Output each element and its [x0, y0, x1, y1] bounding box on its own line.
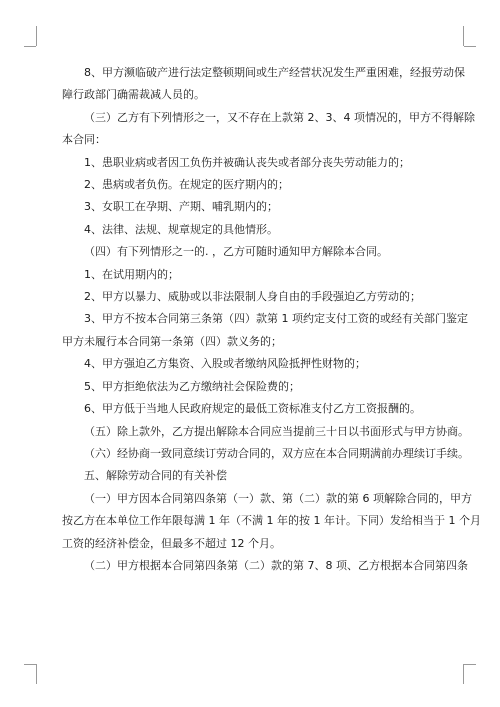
- paragraph-line: 1、在试用期内的；: [84, 267, 179, 281]
- paragraph-line: （一）甲方因本合同第四条第（一）款、第（二）款的第 6 项解除合同的，甲方: [84, 491, 472, 505]
- paragraph-line: 本合同：: [62, 133, 106, 147]
- paragraph-line: 工资的经济补偿金，但最多不超过 12 个月。: [62, 536, 281, 550]
- document-body: [62, 62, 481, 577]
- paragraph-line: 2、患病或者负伤。在规定的医疗期内的；: [84, 178, 289, 192]
- paragraph-line: 按乙方在本单位工作年限每满 1 年（不满 1 年的按 1 年计。下同）发给相当于 1 个月: [62, 514, 481, 528]
- paragraph-line: （六）经协商一致同意续订劳动合同的，双方应在本合同期满前办理续订手续。: [84, 446, 469, 460]
- paragraph-line: 五、解除劳动合同的有关补偿: [84, 469, 227, 483]
- paragraph-line: 2、甲方以暴力、威胁或以非法限制人身自由的手段强迫乙方劳动的；: [84, 290, 421, 304]
- paragraph-line: 1、患职业病或者因工负伤并被确认丧失或者部分丧失劳动能力的；: [84, 155, 410, 169]
- paragraph-line: 甲方未履行本合同第一条第（四）款义务的；: [62, 334, 282, 348]
- paragraph-line: 8、甲方濒临破产进行法定整顿期间或生产经营状况发生严重困难，经报劳动保: [84, 66, 465, 79]
- paragraph-line: 3、甲方不按本合同第三条第（四）款第 1 项约定支付工资的或经有关部门鉴定: [84, 312, 468, 326]
- paragraph-line: 4、甲方强迫乙方集资、入股或者缴纳风险抵押性财物的；: [84, 357, 366, 371]
- paragraph-line: （四）有下列情形之一的. ，乙方可随时通知甲方解除本合同。: [84, 245, 388, 259]
- paragraph-line: 3、女职工在孕期、产期、哺乳期内的；: [84, 200, 278, 214]
- paragraph-line: （二）甲方根据本合同第四条第（二）款的第 7、8 项、乙方根据本合同第四条: [84, 558, 468, 572]
- paragraph-line: 5、甲方拒绝依法为乙方缴纳社会保险费的；: [84, 379, 300, 393]
- paragraph-line: （五）除上款外，乙方提出解除本合同应当提前三十日以书面形式与甲方协商。: [84, 424, 469, 438]
- paragraph-line: 障行政部门确需裁减人员的。: [62, 88, 205, 102]
- paragraph-line: 4、法律、法规、规章规定的具他情形。: [84, 222, 278, 236]
- paragraph-line: （三）乙方有下列情形之一，又不存在上款第 2、3、4 项情况的，甲方不得解除: [84, 110, 475, 124]
- paragraph-line: 6、甲方低于当地人民政府规定的最低工资标准支付乙方工资报酬的。: [84, 402, 421, 416]
